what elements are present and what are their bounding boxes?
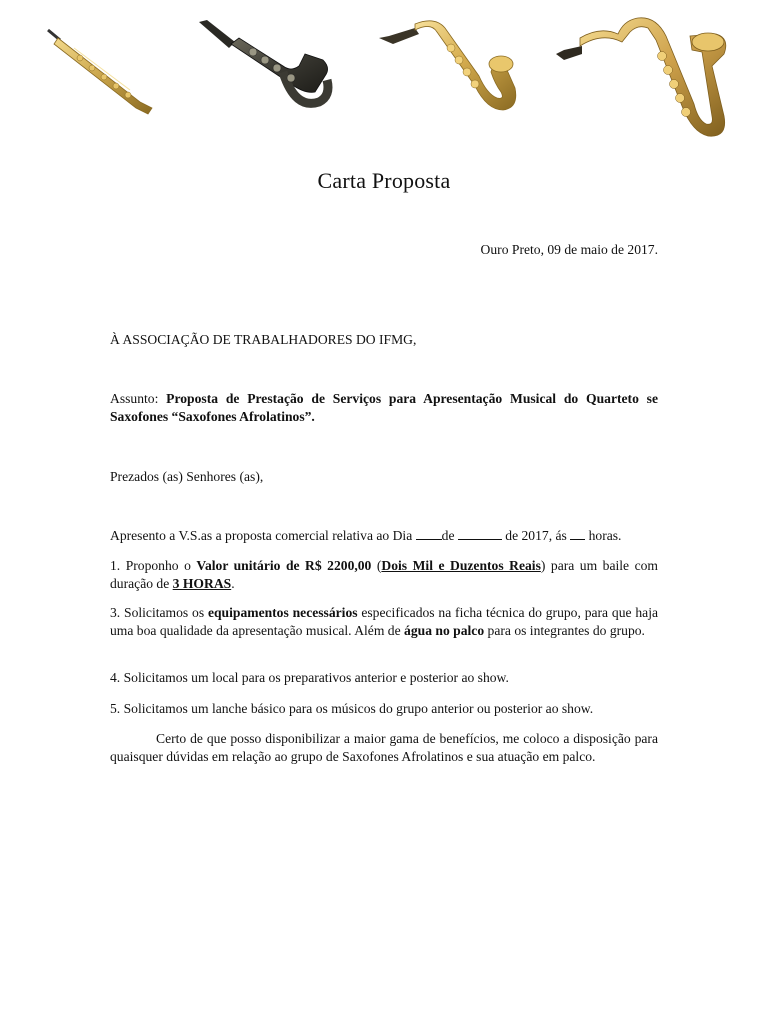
recipient-line: À ASSOCIAÇÃO DE TRABALHADORES DO IFMG,	[110, 332, 417, 347]
greeting-line: Prezados (as) Senhores (as),	[110, 469, 264, 484]
header-images	[0, 0, 768, 165]
intro-paragraph	[110, 527, 658, 545]
subject-paragraph	[110, 390, 658, 426]
item-3-paragraph	[110, 604, 658, 640]
intro-text-c: de 2017, ás	[501, 528, 571, 543]
soprano-sax-icon	[40, 24, 160, 119]
item-5-paragraph: 5. Solicitamos um lanche básico para os músicos do grupo anterior ou posterior ao show.	[110, 701, 594, 716]
page-title: Carta Proposta	[317, 168, 451, 193]
intro-text-a: Apresento a V.S.as a proposta comercial relativa ao Dia	[110, 528, 416, 543]
item-1-text-c: (	[371, 558, 382, 573]
item-3-text-e: para os integrantes do grupo.	[484, 623, 645, 638]
alto-sax-dark-icon	[195, 14, 335, 114]
duration-value: 3 HORAS	[172, 576, 232, 591]
item-1-paragraph	[110, 557, 658, 593]
item-3-text-a: 3. Solicitamos os	[110, 605, 208, 620]
closing-paragraph: Certo de que posso disponibilizar a maior gama de benefícios, me coloco a disposição para quaisquer dúvidas em relação ao grupo de Saxofones Afrolatinos e sua atuação em palco.	[110, 731, 658, 764]
day-blank[interactable]	[416, 527, 442, 540]
value-in-words: Dois Mil e Duzentos Reais	[381, 558, 541, 573]
equipment-term: equipamentos necessários	[207, 605, 358, 620]
time-blank[interactable]	[570, 527, 585, 540]
item-1-text-e: ) para um baile com duração de	[110, 558, 658, 591]
item-3-text-c: especificados na ficha técnica do grupo, para que haja uma boa qualidade da apresentação musical. Além de	[110, 605, 659, 638]
month-blank[interactable]	[458, 527, 502, 540]
intro-text-b: de	[441, 528, 458, 543]
unit-value: Valor unitário de R$ 2200,00	[196, 558, 372, 573]
item-4-paragraph: 4. Solicitamos um local para os preparativos anterior e posterior ao show.	[110, 670, 509, 685]
water-term: água no palco	[404, 623, 485, 638]
item-1-text-a: 1. Proponho o	[110, 558, 197, 573]
date-line: Ouro Preto, 09 de maio de 2017.	[480, 242, 658, 257]
subject-label: Assunto:	[110, 391, 167, 406]
alto-sax-icon	[375, 14, 525, 126]
item-1-text-g: .	[231, 576, 235, 591]
intro-text-d: horas.	[585, 528, 622, 543]
subject-text: Proposta de Prestação de Serviços para Apresentação Musical do Quarteto se Saxofones “Saxofones Afrolatinos”.	[110, 391, 658, 424]
baritone-sax-icon	[552, 6, 737, 162]
